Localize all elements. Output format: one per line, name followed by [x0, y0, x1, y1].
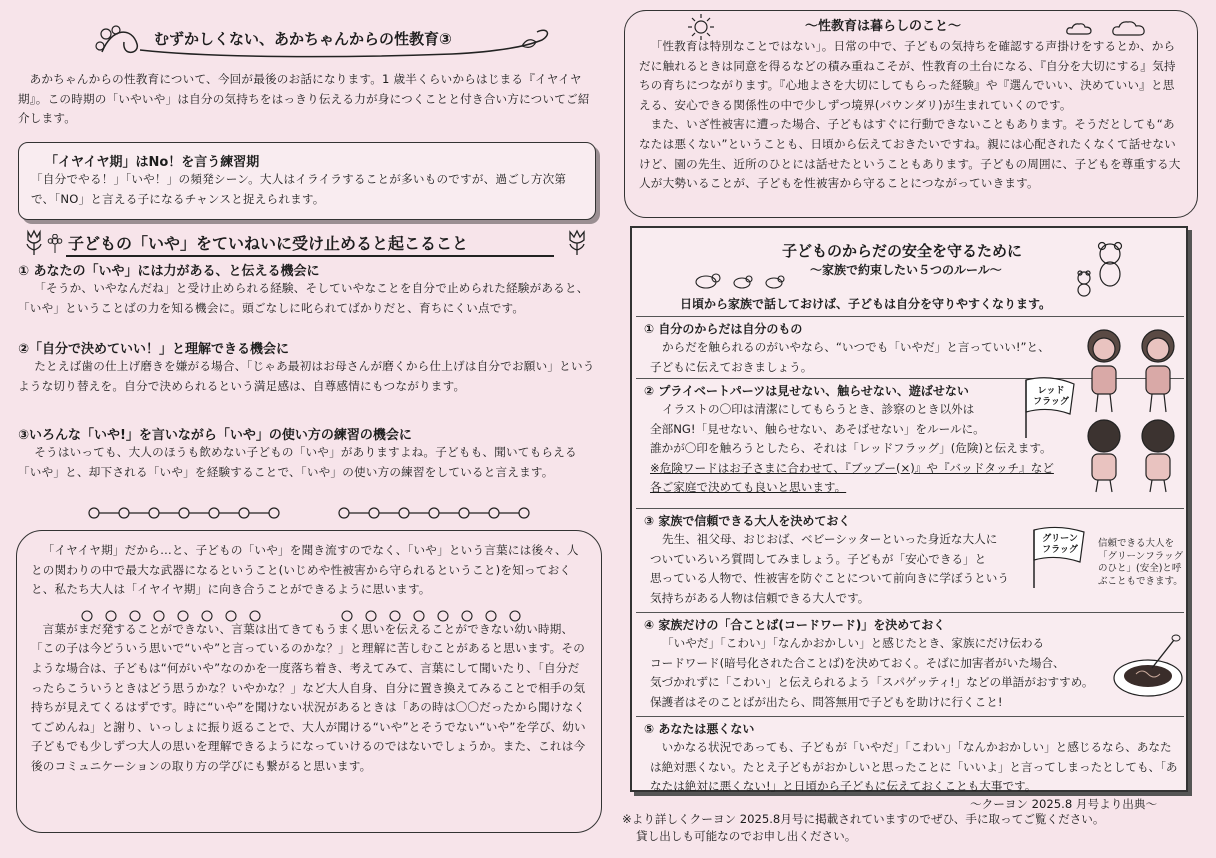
- safety-lead: 日頃から家族で話しておけば、子どもは自分を守りやすくなります。: [680, 297, 1052, 311]
- red-flag-label: レッド フラッグ: [1033, 386, 1069, 407]
- page-title: むずかしくない、あかちゃんからの性教育③: [154, 30, 452, 48]
- footer-note: [622, 811, 1202, 845]
- cloud-icon: [1065, 21, 1093, 37]
- daily-life-paragraph-1: 「性教育は特別なことではない」。日常の中で、子どもの気持ちを確認する声掛けをするとか、からだに触れるときは同意を得るなどの積み重ねこそが、性教育の土台になる、『自分を大切にする』気持ちの育ちにつながります。『心地よさを大切にしてもらった経験』や『選んでいい、決めていい』と思える、安心できる関係性の中で少しずつ境界(バウンダリ)が生まれていくのです。: [639, 39, 1176, 112]
- rule-2-line-5: 各ご家庭で決めても良いと思います。: [650, 480, 847, 494]
- rule-5-heading: ⑤ あなたは悪くない: [644, 722, 755, 736]
- underline-icon: [66, 254, 554, 258]
- message-paragraph-1: 「イヤイヤ期」だから…と、子どもの「いや」を聞き流すのでなく、「いや」という言葉には後々、人との関わりの中で最大な武器になるということ(いじめや性被害から守られるということ)を知っておくと、私たち大人は「イヤイヤ期」に向き合うことができるように思います。: [31, 543, 579, 597]
- rule-1-body: [650, 338, 1050, 377]
- sun-icon: [687, 13, 715, 41]
- safety-subtitle: ～家族で約束したい５つのルール～: [810, 263, 1002, 277]
- item-2: [18, 338, 596, 396]
- intro-text: あかちゃんからの性教育について、今回が最後のお話になります。1 歳半くらいからはじまる『イヤイヤ期』。この時期の「いやいや」は自分の気持ちをはっきり伝える力が身につくことと付き合い方についてご紹介します。: [18, 72, 590, 126]
- item-3-heading: ③いろんな「いや!」を言いながら「いや」の使い方の練習の機会に: [18, 428, 412, 443]
- tulip-icon: [566, 228, 588, 256]
- flower-border-icon: [84, 502, 554, 524]
- section-title: [18, 228, 594, 258]
- rule-2-line-4: ※危険ワードはお子さまに合わせて、『ブッブー(×)』や『バッドタッチ』など: [650, 460, 1054, 475]
- footer-note-line-1: ※より詳しくクーヨン 2025.8月号に掲載されていますのでぜひ、手に取ってご覧ください。: [622, 812, 1105, 826]
- cloud-icon: [1111, 19, 1147, 39]
- rule-3-line-2: ついていろいろ質問してみましょう。子どもが「安心できる」と: [650, 551, 987, 566]
- source-credit: ～クーヨン 2025.8 月号より出典～: [970, 797, 1158, 811]
- animals-parade-icon: [692, 268, 802, 292]
- green-flag-icon: [1028, 524, 1090, 594]
- rule-1-heading: ① 自分のからだは自分のもの: [644, 322, 803, 336]
- rule-1-line-2: 子どもに伝えておきましょう。: [650, 359, 813, 374]
- daily-life-box: [624, 10, 1198, 218]
- flower-row-icon: [77, 607, 537, 625]
- rule-3-line-1: 先生、祖父母、おじおば、ベビーシッターといった身近な大人に: [662, 532, 998, 546]
- rule-4-line-1: 「いやだ」「こわい」「なんかおかしい」と感じたとき、家族にだけ伝わる: [662, 636, 1045, 650]
- spaghetti-icon: [1112, 634, 1186, 702]
- green-flag-note: 信頼できる大人を「グリーンフラッグのひと」(安全)と呼ぶこともできます。: [1098, 538, 1184, 587]
- rule-4-heading: ④ 家族だけの「合ことば(コードワード)」を決めておく: [644, 618, 946, 632]
- section-title-text: 子どもの「いや」をていねいに受け止めると起こること: [68, 234, 469, 253]
- rule-2-line-3: 誰かが〇印を触ろうとしたら、それは「レッドフラッグ」(危険)と伝えます。: [650, 441, 1052, 455]
- title-banner: [92, 22, 562, 62]
- rule-4-line-3: 気づかれずに「こわい」と伝えられるよう「スパゲッティ!」などの単語がおすすめ。: [650, 675, 1094, 689]
- safety-title: 子どものからだの安全を守るために: [782, 242, 1023, 260]
- green-flag-label: グリーン フラッグ: [1042, 534, 1078, 555]
- rule-3-heading: ③ 家族で信頼できる大人を決めておく: [644, 514, 851, 528]
- rule-3-body: [650, 530, 1009, 608]
- flower-icon: [46, 234, 64, 254]
- tulip-icon: [24, 228, 44, 256]
- item-1: [18, 260, 596, 318]
- item-3: [18, 424, 596, 482]
- rule-4-body: [650, 634, 1093, 712]
- daily-life-heading: ～性教育は暮らしのこと～: [805, 19, 962, 34]
- message-paragraph-2: 言葉がまだ発することができない、言葉は出てきてもうまく思いを伝えることができない幼い時期、「この子は今どういう思いで“いや”と言っているのかな？」と理解に苦しむことがあると思います。そのような場合は、子どもは“何がいや”なのかを一度落ち着き、考えてみて、言葉にして聞いたり、「自分だったらこういうときはどう思うかな？いやかな？」など大人自身、自分に置き換えてみることで相手の気持ちが見えてくるはずです。時に“いや”を聞けない状況があるときは「あの時は〇〇だったから聞けなくてごめんね」と謝り、いっしょに振り返ることで、大人が聞ける“いや”とそうでない“いや”を学び、幼い子どもでも少しずつ大人の思いを理解できるようになっていけるのではないでしょうか。また、これは今後のコミュニケーションの取り方の学びにも繋がると思います。: [31, 621, 586, 773]
- rule-2-body: [650, 400, 1054, 498]
- rule-3-line-4: 気持ちがある人物は信頼できる大人です。: [650, 590, 870, 605]
- rule-4-line-4: 保護者はそのことばが出たら、問答無用で子どもを助けに行くこと!: [650, 694, 1003, 709]
- rule-4-line-2: コードワード(暗号化された合ことば)を決めておく。そばに加害者がいた場合、: [650, 655, 1065, 670]
- divider: [636, 612, 1184, 613]
- rule-2-line-2: 全部NG!「見せない、触らせない、あそばせない」をルールに。: [650, 421, 985, 436]
- footer-note-line-2: 貸し出しも可能なのでお申し出ください。: [636, 829, 857, 843]
- iyaiya-message-box: [16, 530, 602, 833]
- divider: [636, 716, 1184, 717]
- red-flag-icon: [1020, 374, 1080, 444]
- iyaiya-box-heading: 「イヤイヤ期」はNo！を言う練習期: [45, 155, 260, 170]
- safety-rules-box: [630, 226, 1188, 792]
- iyaiya-box: [18, 142, 596, 220]
- rule-1-line-1: からだを触られるのがいやなら、“いつでも「いやだ」と言っていい!”と、: [662, 340, 1050, 354]
- daily-life-paragraph-2: また、いざ性被害に遭った場合、子どもはすぐに行動できないこともあります。そうだとしても“あなたは悪くない”ということも、日頃から伝えておきたいですね。親には心配されたくなくて話せないけど、園の先生、近所のひとには話せたということもあります。子どもの周囲に、子どもを尊重する大人が大勢いることが、子どもを性被害から守ることにつながっていきます。: [639, 117, 1181, 191]
- divider: [636, 316, 1184, 317]
- item-1-heading: ① あなたの「いや」には力がある、と伝える機会に: [18, 264, 320, 279]
- bear-icon: [1072, 238, 1132, 298]
- item-1-body: 「そうか、いやなんだね」と受け止められる経験、そしていやなことを自分で止められた経験があると、「いや」ということばの力を知る機会に。頭ごなしに叱られてばかりだと、育ちにくい点です。: [18, 281, 589, 315]
- rule-5-body: いかなる状況であっても、子どもが「いやだ」「こわい」「なんかおかしい」と感じるなら、あなたは絶対悪くない。たとえ子どもがおかしいと思ったことに「いいよ」と言ってしまったとしても、「あなたは絶対に悪くない!」と日頃から子どもに伝えておくことも大事です。: [650, 740, 1178, 793]
- divider: [636, 508, 1184, 509]
- item-2-heading: ②「自分で決めていい！」と理解できる機会に: [18, 342, 290, 357]
- item-2-body: たとえば歯の仕上げ磨きを嫌がる場合、「じゃあ最初はお母さんが磨くから仕上げは自分でお願い」というような切り替えを。自分で決められるという満足感は、自尊感情にもつながります。: [18, 359, 595, 393]
- children-swimsuit-illustration: [1078, 324, 1188, 494]
- iyaiya-box-body: 「自分でやる！」「いや！」の頻発シーン。大人はイライラすることが多いものですが、過ごし方次第で、「NO」と言える子になるチャンスと捉えられます。: [31, 172, 567, 206]
- rule-2-heading: ② プライベートパーツは見せない、触らせない、遊ばせない: [644, 384, 969, 398]
- rule-3-line-3: 思っている人物で、性被害を防ぐことについて前向きに学ぼうという: [650, 571, 1009, 585]
- item-3-body: そうはいっても、大人のほうも飲めない子どもの「いや」がありますよね。子どもも、聞いてもらえる「いや」と、却下される「いや」を経験することで、「いや」の使い方の練習をしていると言えます。: [18, 445, 577, 479]
- rule-2-line-1: イラストの〇印は清潔にしてもらうとき、診察のとき以外は: [662, 402, 975, 416]
